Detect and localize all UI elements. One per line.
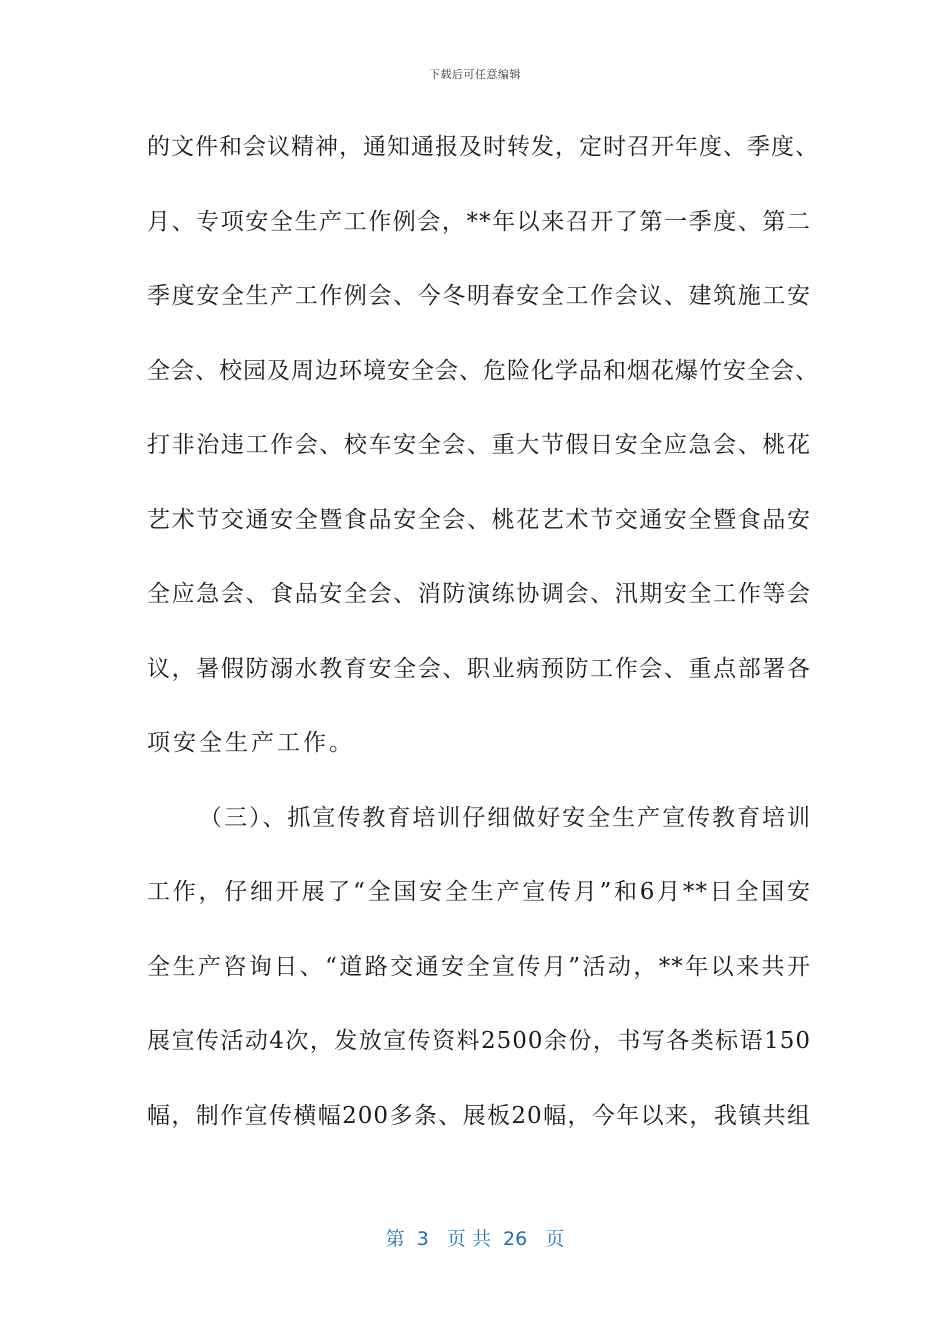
text-line: 的文件和会议精神，通知通报及时转发，定时召开年度、季度、: [147, 134, 819, 160]
text-line: 展宣传活动4次，发放宣传资料2500余份，书写各类标语150: [147, 1028, 811, 1054]
text-line: 项安全生产工作。: [147, 730, 355, 756]
paragraph-1: [147, 110, 819, 781]
text-line: 打非治违工作会、校车安全会、重大节假日安全应急会、桃花: [147, 432, 811, 458]
text-line: 幅，制作宣传横幅200多条、展板20幅，今年以来，我镇共组: [147, 1102, 811, 1129]
text-line: 全生产咨询日、“道路交通安全宣传月”活动，**年以来共开: [147, 953, 811, 980]
text-line: 全会、校园及周边环境安全会、危险化学品和烟花爆竹安全会、: [147, 357, 819, 384]
text-line: 工作，仔细开展了“全国安全生产宣传月”和6月**日全国安: [147, 879, 811, 905]
text-line: 季度安全生产工作例会、今冬明春安全工作会议、建筑施工安: [147, 283, 811, 309]
paragraph-2: [147, 781, 811, 1154]
text-line: （三）、抓宣传教育培训仔细做好安全生产宣传教育培训: [199, 804, 811, 831]
page-number: 第 3 页 共 26 页: [385, 1228, 565, 1250]
text-line: 艺术节交通安全暨食品安全会、桃花艺术节交通安全暨食品安: [147, 506, 811, 533]
header-note: 下载后可任意编辑: [429, 68, 521, 81]
text-line: 议，暑假防溺水教育安全会、职业病预防工作会、重点部署各: [147, 655, 811, 682]
document-body: [147, 110, 819, 1153]
text-line: 月、专项安全生产工作例会，**年以来召开了第一季度、第二: [147, 208, 811, 235]
text-line: 全应急会、食品安全会、消防演练协调会、汛期安全工作等会: [147, 581, 811, 607]
